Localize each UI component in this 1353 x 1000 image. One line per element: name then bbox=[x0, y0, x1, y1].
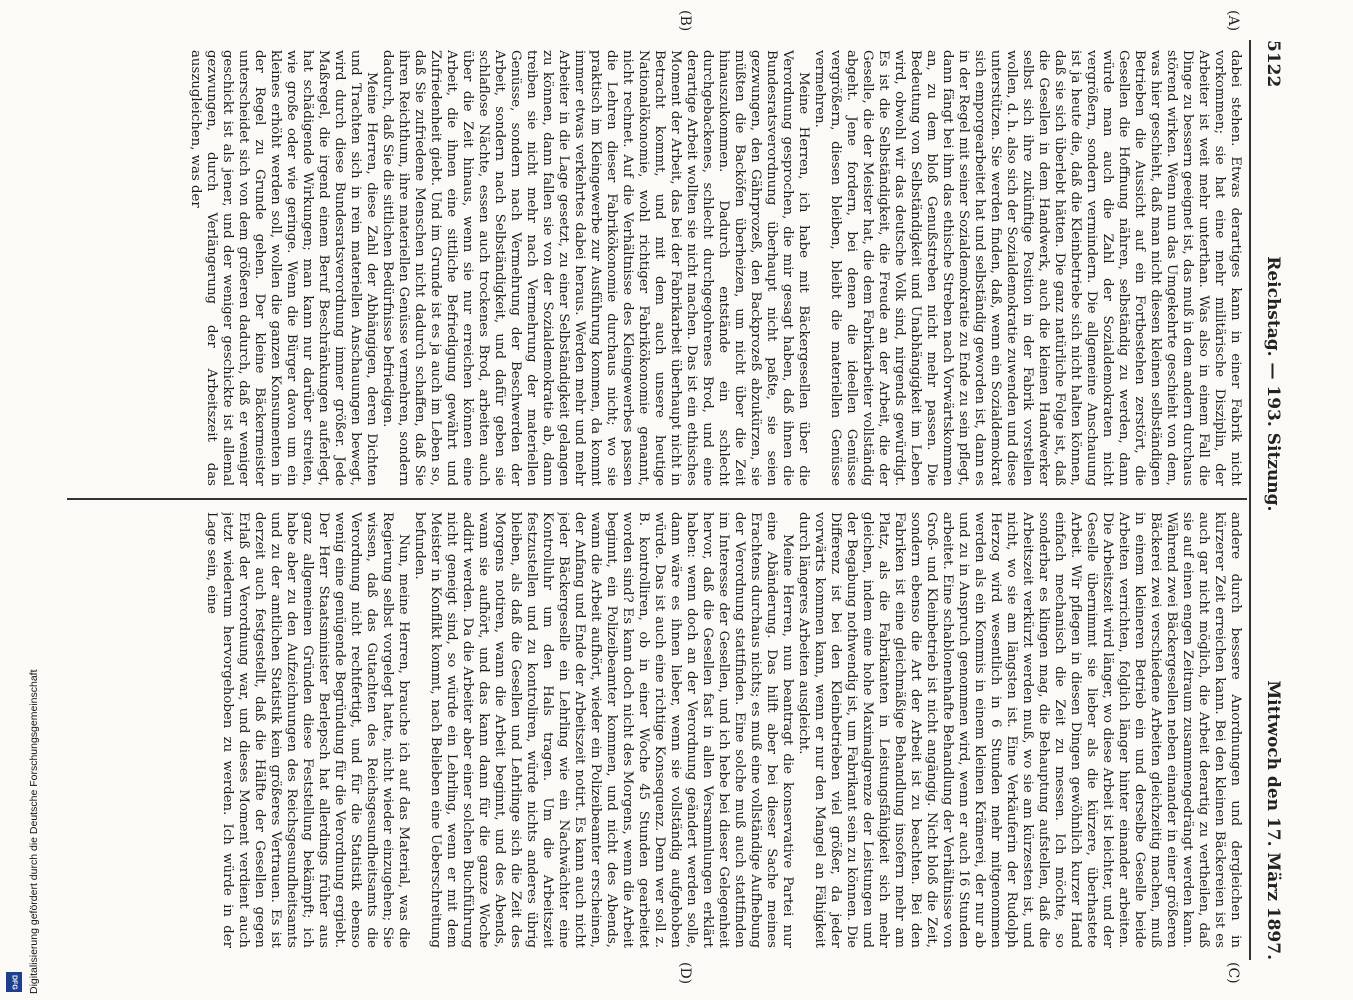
margin-marker-b: (B) bbox=[677, 10, 693, 32]
margin-marker-d: (D) bbox=[677, 962, 693, 985]
page-body bbox=[43, 10, 1293, 985]
paragraph: Nun, meine Herren, brauche ich auf das Material, was die Regierung selbst vorgelegt hatte, nicht wieder einzugehen; Sie wissen, daß das Gutachten des Reichsgesundheitsamts die Verordnung nicht rechtfertigt, und für die Statistik ebenso wenig eine genügende Begründung für die Verordnung ergiebt. Der Herr Staatsminister Berlepsch hat allerdings früher aus ganz allgemeinen Gründen diese Feststellung bekämpft; ich habe aber zu den Aufzeichnungen des Reichsgesundheitsamts und zu der amtlichen Statistik kein größeres Vertrauen. Es ist derzeit auch festgestellt, daß die Hälfte der Gesellen gegen Erlaß der Verordnung war, und dieses Moment verdient auch jetzt wiederum hervorgehoben zu werden. Ich würde in der Lage sein, eine bbox=[204, 512, 411, 948]
session-title: Reichstag. — 193. Sitzung. bbox=[1263, 256, 1283, 512]
paragraph: Meine Herren, ich habe mit Bäckergesellen über die Verordnung gesprochen, die mir gesagt haben, daß ihnen die Bundesratsverordnung überhaupt nicht paßte, sie seien gezwungen, den Gährprozeß, den Backprozeß abzukürzen, sie müßten die Backöfen überheizen, um nicht über die Zeit hinauszukommen. Dadurch entstände ein schlecht durchgebackenes, schlecht durchgegohrenes Brod, und eine derartige Arbeit wollten sie nicht machen. Das ist ein ethisches Moment der Arbeit, das bei der Fabrikarbeit überhaupt nicht in Betracht kommt, und mit dem auch unsere heutige Nationalökonomie, wohl richtiger Fabrikökonomie genannt, nicht rechnet. Auf die Verhältnisse des Kleingewerbes passen die Lehren dieser Fabrikökonomie durchaus nicht; wo sie praktisch im Kleingewerbe zur Ausführung kommen, da kommt immer etwas verkehrtes dabei heraus. Werden mehr und mehr Arbeiter in die Lage gesetzt, zu einer Selbständigkeit gelangen zu können, dann fallen sie von der Sozialdemokratie ab, dann treiben sie nicht mehr nach Vermehrung der materiellen Genüsse, sondern nach Vermehrung der Beschwerden der Arbeit, sondern nach Selbständigkeit, und dafür geben sie schlaflose Nächte, essen auch trockenes Brod, arbeiten auch über die Zeit hinaus, wenn sie nur erreichen können eine Arbeit, die ihnen eine sittliche Befriedigung gewährt und Zufriedenheit giebt. Und im Grunde ist es ja auch im Leben so, daß Sie zufriedene Menschen nicht dadurch schaffen, daß Sie ihren Reichthum, ihre materiellen Genüsse vermehren, sondern dadurch, daß Sie die sittlichen Bedürfnisse befriedigen. bbox=[380, 50, 811, 486]
header-rule bbox=[1249, 40, 1251, 960]
paragraph: Meine Herren, nun beantragt die konservative Partei nur eine Abänderung. Das hilft aber bei dieser Sache meines Erachtens durchaus nichts; es muß eine vollständige Aufhebung der Verordnung stattfinden. Eine solche muß auch stattfinden im Interesse der Gesellen, und ich hebe bei dieser Gelegenheit hervor, daß die Gesellen fast in allen Versammlungen erklärt haben: wenn doch an der Verordnung geändert werden solle, dann wäre es ihnen lieber, wenn sie vollständig aufgehoben würde. Das ist auch eine richtige Konsequenz. Denn wer soll z. B. kontrolliren, ob in einer Woche 45 Stunden gearbeitet worden sind? Es kann doch nicht des Morgens, wenn die Arbeit beginnt, ein Polizeibeamter kommen, und nicht des Abends, wann die Arbeit aufhört, wieder ein Polizeibeamter erscheinen, der Anfang und Ende der Arbeitszeit notirt. Es kann auch nicht jeder Bäckergeselle ein Lehrling wie ein Nachwächter eine Kontrolluhr um den Hals tragen. Um die Arbeitszeit festzustellen und zu kontroliren, würde nichts anderes übrig bleiben, als daß die Gesellen und Lehrlinge sich die Zeit des Morgens notiren, wann die Arbeit beginnt, und des Abends, wann sie aufhört, und das kann dann für die ganze Woche addirt werden. Da die Arbeiter aber einer solchen Buchführung nicht geneigt sind, so würde ein Lehrling, wenn er mit dem Meister in Konflikt kommt, nach Belieben eine Ueberschreitung befunden. bbox=[412, 512, 795, 948]
page-number: 5122 bbox=[1263, 40, 1283, 88]
paragraph: Meine Herren, diese Zahl der Abhängigen, deren Dichten und Trachten sich in rein materiellen Anschauungen bewegt, wird durch diese Bundesratsverordnung immer größer. Jede Maßregel, die irgend einem Beruf Beschränkungen auferlegt, hat schädigende Wirkungen; man kann nur darüber streiten, wie große oder wie geringe. Wenn die Bürger davon um ein kleines erhöht werden soll, wollen die ganzen Konsumenten in der Regel zu Grunde gehen. Der kleine Bäckermeister unterscheidet sich von dem größeren dadurch, daß er weniger geschickt ist als jener, und der weniger geschickte ist allemal gezwungen, durch Verlängerung der Arbeitszeit das auszugleichen, was der bbox=[188, 50, 379, 486]
margin-marker-c: (C) bbox=[1225, 962, 1241, 984]
dfg-logo: DFG bbox=[6, 972, 22, 992]
page-header bbox=[1253, 40, 1293, 960]
margin-marker-a: (A) bbox=[1225, 10, 1241, 32]
credit-text: Digitalisierung gefördert durch die Deutsche Forschungsgemeinschaft bbox=[28, 669, 40, 994]
paragraph: andere durch bessere Anordnungen und dergleichen in kürzerer Zeit erreichen kann. Bei den kleinen Bäckereien ist es auch gar nicht möglich, die Arbeit derartig zu vertheilen, daß sie auf einen engen Zeitraum zusammengedrängt werden kann. Während zwei Bäckergesellen neben einander in einer größeren Bäckerei zwei verschiedene Arbeiten gleichzeitig machen, muß in einem kleineren Betrieb ein und derselbe Geselle beide Arbeiten verrichten, folglich länger hinter einander arbeiten. Die Arbeitszeit wird länger, wo diese Arbeit ist leichter, und der Geselle übernimmt sie lieber als die kürzere, überhastete Arbeit. Wir pflegen in diesen Dingen gewöhnlich kurzer Hand einfach mechanisch die Zeit zu messen. Ich möchte, so sonderbar es klingen mag, die Behauptung aufstellen, daß die Arbeitszeit verkürzt werden muß, wo sie am kürzesten ist, und nicht, wo sie am längsten ist. Eine Verkäuferin der Rudolph Herzog wird wesentlich in 6 Stunden mehr mitgenommen werden als ein Kommis in einem kleinen Krämerei, der nur ab und zu in Anspruch genommen wird, wenn er auch 16 Stunden arbeitet. Eine schablonenhafte Behandlung der Verhältnisse von Groß- und Kleinbetrieb ist nicht angängig. Nicht bloß die Zeit, sondern ebenso die Art der Arbeit ist zu beachten. Bei den Fabriken ist eine gleichmäßige Behandlung insofern mehr am Platz, als die Fabrikanten in Leistungsfähigkeit sich mehr gleichen, indem eine hohe Maximalgrenze der Leistungen und der Begabung nothwendig ist, um Fabrikant sein zu können. Die Differenz ist bei den Kleinbetrieben viel größer, da jeder vorwärts kommen kann, wenn er nur den Mangel an Fähigkeit durch längeres Arbeiten ausgleicht. bbox=[796, 512, 1243, 948]
right-column bbox=[63, 512, 1243, 948]
left-column bbox=[63, 50, 1243, 486]
session-date: Mittwoch den 17. März 1897. bbox=[1263, 680, 1283, 960]
column-divider bbox=[67, 498, 1247, 500]
paragraph: dabei stehen. Etwas derartiges kann in einer Fabrik nicht vorkommen; sie hat eine mehr militärische Disziplin, der Arbeiter ist weit mehr unterthan. Was also in einem Fall die Dinge zu bessern geeignet ist, das muß in dem andern durchaus störend wirken. Wenn nun das Umgekehrte geschieht von dem, was hier geschieht, daß man nicht diesen kleinen selbständigen Betrieben die Aussicht auf ein Fortbestehen zerstört, die Gesellen die Hoffnung nähren, selbständig zu werden, dann würde man auch die Zahl der Sozialdemokraten nicht vergrößern, sondern vermindern. Die allgemeine Anschauung ist ja heute die, daß die Kleinbetriebe sich nicht halten können, daß sie sich überlebt hätten. Die ganz natürliche Folge ist, daß die Gesellen in dem Handwerk, auch die kleinen Handwerker selbst sich ihre zukünftige Position in der Fabrik vorstellen wollen, d. h. also sich der Sozialdemokratie zuwenden und diese unterstützen. Sie werden finden, daß, wenn ein Sozialdemokrat sich emporgearbeitet hat und selbständig geworden ist, dann es in der Regel mit seiner Sozialdemokratie zu Ende zu sein pflegt, dann fängt bei ihm das ethische Streben nach Vorwärtskommen an, zu dem bloß Genußstreben nicht mehr passen. Die Bedeutung von Selbständigkeit und Unabhängigkeit im Leben wird, obwohl wir das deutsche Volk sind, nirgends gewürdigt. Es ist die Selbständigkeit, die Freude an der Arbeit, die der Geselle, die der Meister hat, die dem Fabrikarbeiter vollständig abgeht. Jene fordern, bei denen die ideellen Genüsse vergrößern, diesen bleiben, bleibt die materiellen Genüsse vermehren. bbox=[812, 50, 1243, 486]
